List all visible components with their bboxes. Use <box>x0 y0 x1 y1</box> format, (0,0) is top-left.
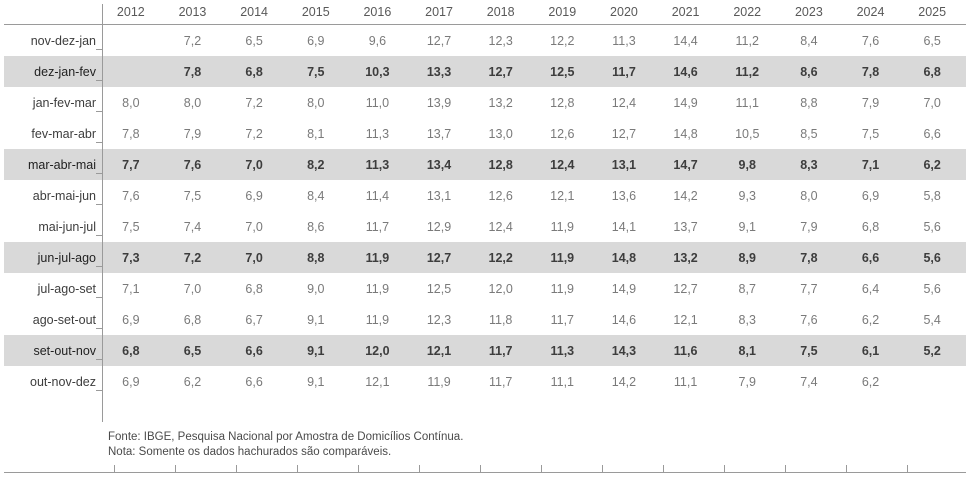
table-row <box>4 56 966 87</box>
data-cell: 12,2 <box>473 242 535 273</box>
data-cell: 11,9 <box>535 242 597 273</box>
table-row <box>4 242 966 273</box>
data-cell: 12,3 <box>426 312 452 327</box>
data-cell: 5,6 <box>923 219 941 234</box>
data-cell: 6,5 <box>923 33 941 48</box>
data-cell: 6,6 <box>226 335 288 366</box>
row-label: nov-dez-jan <box>30 33 97 48</box>
axis-tick <box>96 390 102 391</box>
data-cell: 13,7 <box>673 219 698 234</box>
data-cell: 10,5 <box>735 126 760 141</box>
data-cell: 8,5 <box>800 126 818 141</box>
bottom-axis-tick <box>907 465 908 473</box>
data-cell: 12,8 <box>550 95 575 110</box>
row-label: jan-fev-mar <box>32 95 97 110</box>
data-cell: 7,5 <box>781 335 843 366</box>
column-header-2021: 2021 <box>658 2 720 25</box>
data-matrix <box>4 2 966 397</box>
left-axis-line <box>102 4 103 422</box>
data-cell: 13,4 <box>411 149 473 180</box>
data-cell: 6,2 <box>183 374 202 389</box>
data-cell: 12,7 <box>411 242 473 273</box>
column-header-2013: 2013 <box>165 2 227 25</box>
bottom-axis-tick <box>846 465 847 473</box>
data-cell: 7,8 <box>165 56 227 87</box>
data-cell: 7,6 <box>165 149 227 180</box>
data-cell: 7,4 <box>800 374 818 389</box>
bottom-axis-tick <box>724 465 725 473</box>
bottom-axis-tick <box>480 465 481 473</box>
column-header-2016: 2016 <box>350 2 412 25</box>
table-row <box>4 273 966 304</box>
data-cell: 10,3 <box>350 56 412 87</box>
data-cell: 12,1 <box>550 188 575 203</box>
chart-container <box>0 2 980 482</box>
data-cell: 11,9 <box>365 312 390 327</box>
data-cell: 11,3 <box>350 149 412 180</box>
data-cell: 8,6 <box>781 56 843 87</box>
column-header-2017: 2017 <box>411 2 473 25</box>
data-cell: 12,0 <box>488 281 513 296</box>
table-row <box>4 149 966 180</box>
data-cell: 12,2 <box>550 33 575 48</box>
data-cell <box>103 25 165 57</box>
data-cell: 6,4 <box>861 281 880 296</box>
data-cell: 6,8 <box>226 56 288 87</box>
data-cell: 7,5 <box>861 126 880 141</box>
data-cell: 6,8 <box>245 281 263 296</box>
data-cell: 7,7 <box>800 281 818 296</box>
table-row <box>4 211 966 242</box>
data-cell: 7,2 <box>245 126 263 141</box>
data-cell: 6,9 <box>245 188 263 203</box>
data-cell: 11,7 <box>473 335 535 366</box>
bottom-axis-tick <box>785 465 786 473</box>
data-cell: 11,0 <box>365 95 390 110</box>
data-cell: 6,5 <box>165 335 227 366</box>
data-cell: 14,2 <box>673 188 698 203</box>
data-cell: 13,6 <box>611 188 637 203</box>
data-cell: 11,7 <box>488 374 513 389</box>
data-cell: 6,7 <box>245 312 263 327</box>
column-header-2020: 2020 <box>596 2 658 25</box>
data-cell: 7,0 <box>245 219 263 234</box>
column-header-row <box>4 2 966 25</box>
data-cell: 8,2 <box>288 149 350 180</box>
data-cell: 8,8 <box>288 242 350 273</box>
data-cell: 6,9 <box>861 188 880 203</box>
column-header-2019: 2019 <box>535 2 597 25</box>
table-row <box>4 335 966 366</box>
data-cell: 7,0 <box>923 95 941 110</box>
bottom-axis-tick <box>358 465 359 473</box>
data-cell: 14,6 <box>658 56 720 87</box>
data-cell: 7,2 <box>165 242 227 273</box>
data-cell: 5,6 <box>923 281 941 296</box>
data-cell: 12,4 <box>535 149 597 180</box>
data-cell: 13,2 <box>658 242 720 273</box>
data-cell: 7,0 <box>183 281 202 296</box>
data-cell: 11,7 <box>365 219 390 234</box>
data-cell: 8,3 <box>738 312 756 327</box>
data-cell: 6,9 <box>122 312 140 327</box>
data-cell: 9,6 <box>368 33 387 48</box>
data-cell: 9,3 <box>738 188 756 203</box>
data-cell: 12,1 <box>411 335 473 366</box>
data-cell: 9,1 <box>307 374 325 389</box>
data-cell: 6,9 <box>307 33 325 48</box>
axis-tick <box>96 297 102 298</box>
data-cell: 11,3 <box>612 33 636 48</box>
data-cell: 11,3 <box>365 126 390 141</box>
data-cell: 7,5 <box>183 188 202 203</box>
data-cell: 6,8 <box>103 335 165 366</box>
bottom-axis-tick <box>541 465 542 473</box>
bottom-axis-tick <box>236 465 237 473</box>
source-note: Fonte: IBGE, Pesquisa Nacional por Amostra de Domicílios Contínua. <box>108 431 464 443</box>
data-cell: 7,8 <box>122 126 140 141</box>
data-cell: 14,1 <box>611 219 637 234</box>
data-cell: 5,4 <box>923 312 941 327</box>
data-cell: 7,7 <box>103 149 165 180</box>
data-cell: 11,3 <box>535 335 597 366</box>
data-cell: 11,1 <box>673 374 698 389</box>
data-cell: 6,8 <box>904 56 966 87</box>
data-cell: 11,9 <box>365 281 390 296</box>
data-cell: 9,0 <box>307 281 325 296</box>
corner-cell <box>4 2 103 25</box>
data-cell <box>103 56 165 87</box>
data-cell: 11,7 <box>550 312 575 327</box>
data-cell: 6,2 <box>861 374 880 389</box>
data-cell: 11,8 <box>488 312 513 327</box>
data-cell: 13,2 <box>488 95 513 110</box>
data-cell: 8,1 <box>719 335 781 366</box>
bottom-axis-tick <box>602 465 603 473</box>
data-cell: 7,9 <box>800 219 818 234</box>
data-cell: 6,1 <box>843 335 905 366</box>
data-cell: 6,9 <box>122 374 140 389</box>
data-cell: 7,4 <box>183 219 202 234</box>
data-cell: 11,1 <box>735 95 759 110</box>
table-row <box>4 180 966 211</box>
data-cell: 8,4 <box>800 33 818 48</box>
data-cell: 7,1 <box>843 149 905 180</box>
data-cell: 9,1 <box>738 219 756 234</box>
data-cell: 8,9 <box>719 242 781 273</box>
axis-tick <box>96 111 102 112</box>
table-row <box>4 366 966 397</box>
data-cell: 8,0 <box>800 188 818 203</box>
data-cell: 14,4 <box>673 33 698 48</box>
comparability-note: Nota: Somente os dados hachurados são comparáveis. <box>108 446 392 458</box>
data-cell: 12,0 <box>350 335 412 366</box>
data-cell: 12,4 <box>611 95 637 110</box>
data-cell: 5,8 <box>923 188 941 203</box>
data-cell: 12,7 <box>611 126 637 141</box>
data-cell: 7,2 <box>183 33 202 48</box>
row-label: dez-jan-fev <box>4 56 103 87</box>
data-cell: 6,2 <box>861 312 880 327</box>
data-cell: 12,5 <box>535 56 597 87</box>
axis-tick <box>96 359 102 360</box>
column-header-2022: 2022 <box>719 2 781 25</box>
data-cell: 5,2 <box>904 335 966 366</box>
data-cell: 6,8 <box>183 312 202 327</box>
column-header-2024: 2024 <box>843 2 905 25</box>
row-label: mar-abr-mai <box>4 149 103 180</box>
data-cell: 14,2 <box>611 374 637 389</box>
data-cell: 8,6 <box>307 219 325 234</box>
data-cell: 7,9 <box>183 126 202 141</box>
data-cell: 12,4 <box>488 219 513 234</box>
table-row <box>4 25 966 57</box>
data-cell: 9,1 <box>307 312 325 327</box>
data-cell <box>904 366 966 397</box>
row-label: fev-mar-abr <box>31 126 97 141</box>
table-row <box>4 87 966 118</box>
axis-tick <box>96 142 102 143</box>
bottom-axis-tick <box>175 465 176 473</box>
data-cell: 12,6 <box>488 188 513 203</box>
data-cell: 12,6 <box>550 126 575 141</box>
axis-tick <box>96 204 102 205</box>
data-cell: 14,7 <box>658 149 720 180</box>
row-label: set-out-nov <box>4 335 103 366</box>
bottom-axis-tick <box>419 465 420 473</box>
data-cell: 11,2 <box>735 33 759 48</box>
column-header-2012: 2012 <box>103 2 165 25</box>
data-cell: 14,9 <box>611 281 637 296</box>
data-cell: 11,9 <box>350 242 412 273</box>
data-cell: 14,8 <box>673 126 698 141</box>
data-cell: 13,1 <box>426 188 452 203</box>
column-header-2025: 2025 <box>904 2 966 25</box>
column-header-2023: 2023 <box>781 2 843 25</box>
data-cell: 8,1 <box>307 126 325 141</box>
data-cell: 7,6 <box>122 188 140 203</box>
data-cell: 7,8 <box>781 242 843 273</box>
data-cell: 7,1 <box>122 281 140 296</box>
row-label: abr-mai-jun <box>32 188 97 203</box>
data-cell: 6,6 <box>843 242 905 273</box>
data-cell: 7,5 <box>122 219 140 234</box>
data-cell: 8,0 <box>122 95 140 110</box>
data-cell: 7,6 <box>800 312 818 327</box>
data-cell: 13,1 <box>596 149 658 180</box>
table-row <box>4 118 966 149</box>
data-cell: 6,2 <box>904 149 966 180</box>
row-label: ago-set-out <box>32 312 97 327</box>
data-cell: 6,6 <box>923 126 941 141</box>
data-cell: 11,4 <box>365 188 390 203</box>
data-cell: 9,1 <box>288 335 350 366</box>
data-cell: 8,3 <box>781 149 843 180</box>
axis-tick <box>96 266 102 267</box>
data-cell: 12,5 <box>426 281 452 296</box>
data-cell: 11,1 <box>550 374 575 389</box>
data-cell: 13,7 <box>426 126 452 141</box>
data-cell: 11,7 <box>596 56 658 87</box>
data-cell: 12,1 <box>365 374 390 389</box>
data-cell: 13,3 <box>411 56 473 87</box>
data-cell: 11,9 <box>427 374 451 389</box>
row-label: jul-ago-set <box>37 281 97 296</box>
data-cell: 12,1 <box>673 312 698 327</box>
data-cell: 8,8 <box>800 95 818 110</box>
data-cell: 13,9 <box>426 95 452 110</box>
data-cell: 11,9 <box>550 219 575 234</box>
axis-tick <box>96 173 102 174</box>
data-cell: 12,3 <box>488 33 513 48</box>
column-header-2018: 2018 <box>473 2 535 25</box>
data-cell: 6,6 <box>245 374 263 389</box>
data-cell: 11,2 <box>719 56 781 87</box>
column-header-2014: 2014 <box>226 2 288 25</box>
data-cell: 11,6 <box>658 335 720 366</box>
table-row <box>4 304 966 335</box>
data-cell: 7,0 <box>226 242 288 273</box>
bottom-axis-line <box>4 472 966 473</box>
column-header-2015: 2015 <box>288 2 350 25</box>
bottom-axis-tick <box>114 465 115 473</box>
footnotes <box>108 430 463 460</box>
bottom-axis-tick <box>297 465 298 473</box>
data-cell: 14,9 <box>673 95 698 110</box>
data-cell: 9,8 <box>719 149 781 180</box>
axis-tick <box>96 328 102 329</box>
data-cell: 14,8 <box>596 242 658 273</box>
axis-tick <box>96 80 102 81</box>
row-label: jun-jul-ago <box>4 242 103 273</box>
row-label: out-nov-dez <box>30 374 97 389</box>
data-cell: 12,7 <box>426 33 452 48</box>
data-cell: 14,3 <box>596 335 658 366</box>
data-cell: 7,8 <box>843 56 905 87</box>
data-cell: 14,6 <box>611 312 637 327</box>
data-cell: 7,9 <box>738 374 756 389</box>
data-cell: 8,0 <box>307 95 325 110</box>
data-cell: 7,3 <box>103 242 165 273</box>
data-cell: 7,6 <box>861 33 880 48</box>
row-label: mai-jun-jul <box>38 219 97 234</box>
data-cell: 8,0 <box>183 95 202 110</box>
data-cell: 8,7 <box>738 281 756 296</box>
bottom-axis-tick <box>663 465 664 473</box>
data-cell: 6,8 <box>861 219 880 234</box>
data-cell: 12,7 <box>473 56 535 87</box>
axis-tick <box>96 49 102 50</box>
data-cell: 12,8 <box>473 149 535 180</box>
data-cell: 8,4 <box>307 188 325 203</box>
data-cell: 12,9 <box>426 219 452 234</box>
data-cell: 7,0 <box>226 149 288 180</box>
data-cell: 13,0 <box>488 126 513 141</box>
data-cell: 11,9 <box>550 281 575 296</box>
data-cell: 7,2 <box>245 95 263 110</box>
data-cell: 7,5 <box>288 56 350 87</box>
data-cell: 6,5 <box>245 33 263 48</box>
data-cell: 5,6 <box>904 242 966 273</box>
data-cell: 7,9 <box>861 95 880 110</box>
data-cell: 12,7 <box>673 281 698 296</box>
axis-tick <box>96 235 102 236</box>
